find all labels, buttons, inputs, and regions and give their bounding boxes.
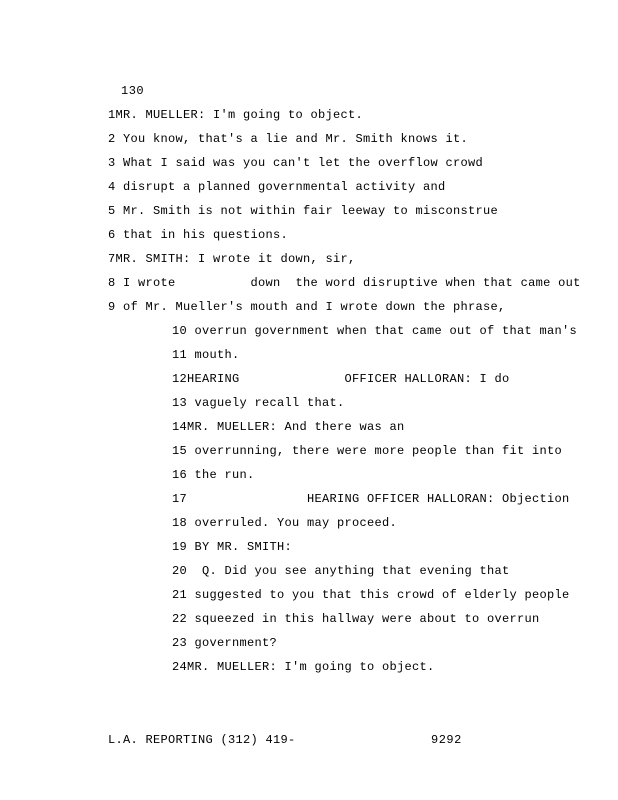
transcript-line-8: 8 I wrote down the word disruptive when that came out: [108, 276, 581, 290]
transcript-line-3: 3 What I said was you can't let the overflow crowd: [108, 156, 484, 170]
transcript-line-13: 13 vaguely recall that.: [172, 396, 345, 410]
transcript-line-14: 14MR. MUELLER: And there was an: [172, 420, 405, 434]
transcript-line-15: 15 overrunning, there were more people than fit into: [172, 444, 563, 458]
transcript-line-9: 9 of Mr. Mueller's mouth and I wrote down the phrase,: [108, 300, 506, 314]
footer-phone-suffix: 9292: [431, 733, 462, 747]
transcript-line-4: 4 disrupt a planned governmental activity and: [108, 180, 446, 194]
transcript-line-7: 7MR. SMITH: I wrote it down, sir,: [108, 252, 356, 266]
transcript-line-5: 5 Mr. Smith is not within fair leeway to misconstrue: [108, 204, 499, 218]
footer-reporter: L.A. REPORTING (312) 419-: [108, 733, 296, 747]
transcript-line-19: 19 BY MR. SMITH:: [172, 540, 293, 554]
transcript-line-24: 24MR. MUELLER: I'm going to object.: [172, 660, 435, 674]
transcript-line-21: 21 suggested to you that this crowd of elderly people: [172, 588, 570, 602]
transcript-line-10: 10 overrun government when that came out of that man's: [172, 324, 578, 338]
transcript-line-1: 1MR. MUELLER: I'm going to object.: [108, 108, 364, 122]
page-number: 130: [121, 84, 145, 98]
transcript-line-22: 22 squeezed in this hallway were about to overrun: [172, 612, 540, 626]
transcript-line-12: 12HEARING OFFICER HALLORAN: I do: [172, 372, 510, 386]
transcript-line-18: 18 overruled. You may proceed.: [172, 516, 398, 530]
transcript-line-23: 23 government?: [172, 636, 278, 650]
transcript-line-11: 11 mouth.: [172, 348, 240, 362]
transcript-line-20: 20 Q. Did you see anything that evening that: [172, 564, 510, 578]
transcript-line-17: 17 HEARING OFFICER HALLORAN: Objection: [172, 492, 570, 506]
transcript-line-2: 2 You know, that's a lie and Mr. Smith knows it.: [108, 132, 469, 146]
transcript-line-6: 6 that in his questions.: [108, 228, 289, 242]
transcript-line-16: 16 the run.: [172, 468, 255, 482]
